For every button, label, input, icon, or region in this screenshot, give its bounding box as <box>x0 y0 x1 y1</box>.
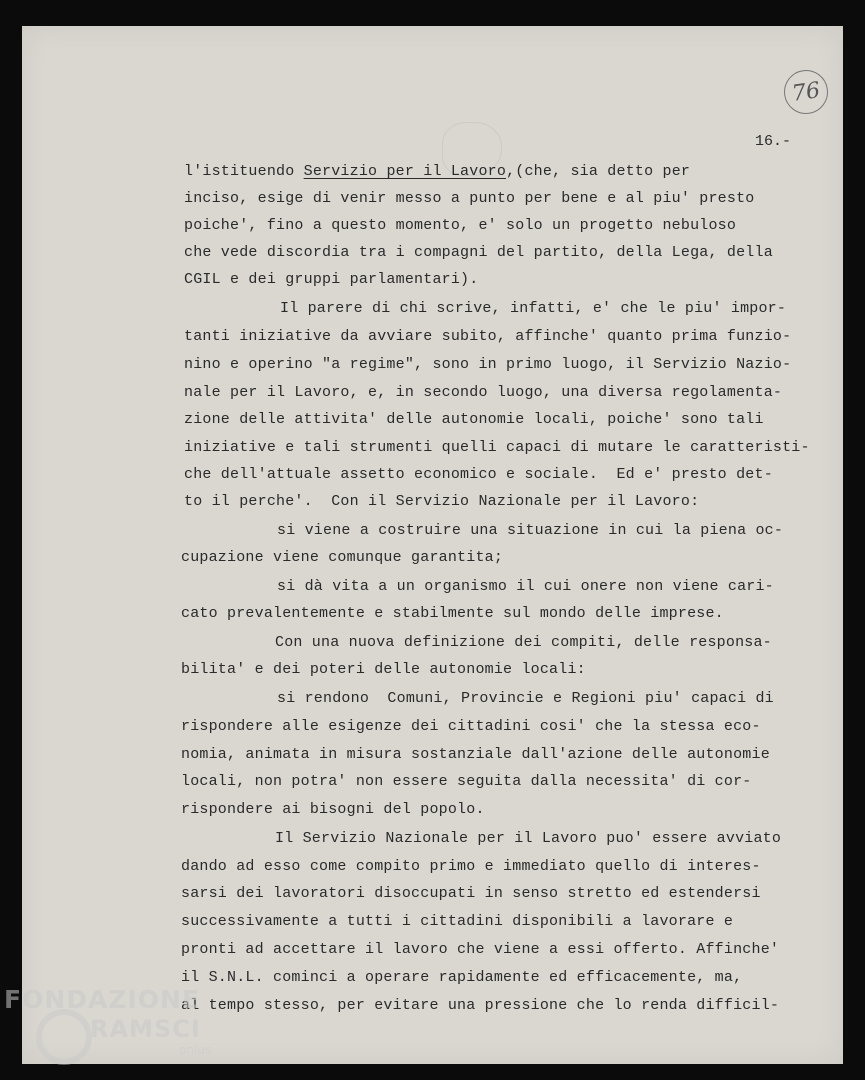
text-line: si dà vita a un organismo il cui onere non viene cari- <box>277 578 774 595</box>
text-line: al tempo stesso, per evitare una pressione che lo renda difficil- <box>181 997 780 1014</box>
text-line: nale per il Lavoro, e, in secondo luogo, una diversa regolamenta- <box>184 384 783 401</box>
text-line: locali, non potra' non essere seguita dalla necessita' di cor- <box>181 773 752 790</box>
text-line: Il parere di chi scrive, infatti, e' che le piu' impor- <box>280 300 787 317</box>
text-line: Con una nuova definizione dei compiti, delle responsa- <box>275 634 772 651</box>
text-line: si viene a costruire una situazione in cui la piena oc- <box>277 522 784 539</box>
page-number: 16.- <box>755 133 792 150</box>
text-line: rispondere ai bisogni del popolo. <box>181 801 485 818</box>
text-line: dando ad esso come compito primo e immediato quello di interes- <box>181 858 761 875</box>
stamp-number: 76 <box>790 77 822 107</box>
text-line: iniziative e tali strumenti quelli capaci di mutare le caratteristi- <box>184 439 810 456</box>
text-line: che dell'attuale assetto economico e sociale. Ed e' presto det- <box>184 466 773 483</box>
text-line: rispondere alle esigenze dei cittadini cosi' che la stessa eco- <box>181 718 761 735</box>
watermark-g-icon <box>36 1009 92 1065</box>
text-line: cupazione viene comunque garantita; <box>181 549 504 566</box>
text-line: sarsi dei lavoratori disoccupati in senso stretto ed estendersi <box>181 885 761 902</box>
text-line: tanti iniziative da avviare subito, affinche' quanto prima funzio- <box>184 328 792 345</box>
text-line: Il Servizio Nazionale per il Lavoro puo' essere avviato <box>275 830 782 847</box>
text-line: nino e operino "a regime", sono in primo luogo, il Servizio Nazio- <box>184 356 792 373</box>
text-line: bilita' e dei poteri delle autonomie locali: <box>181 661 586 678</box>
text-line: nomia, animata in misura sostanziale dall'azione delle autonomie <box>181 746 770 763</box>
underlined-title: Servizio per il Lavoro <box>303 163 507 180</box>
text-line: successivamente a tutti i cittadini disponibili a lavorare e <box>181 913 734 930</box>
text-line: il S.N.L. cominci a operare rapidamente ed efficacemente, ma, <box>181 969 743 986</box>
text-line: inciso, esige di venir messo a punto per bene e al piu' presto <box>184 190 755 207</box>
archive-stamp <box>781 67 831 117</box>
text-line: zione delle attivita' delle autonomie locali, poiche' sono tali <box>184 411 764 428</box>
watermark-onlus: onlus <box>179 1043 212 1057</box>
line1-suffix: ,(che, sia detto per <box>506 163 691 180</box>
document-page <box>22 26 843 1064</box>
text-line: poiche', fino a questo momento, e' solo un progetto nebuloso <box>184 217 737 234</box>
text-line: pronti ad accettare il lavoro che viene a essi offerto. Affinche' <box>181 941 780 958</box>
watermark-logo <box>4 985 214 1075</box>
text-line: to il perche'. Con il Servizio Nazionale per il Lavoro: <box>184 493 700 510</box>
text-line: si rendono Comuni, Provincie e Regioni piu' capaci di <box>277 690 774 707</box>
text-line <box>184 163 690 180</box>
watermark-gramsci: RAMSCI <box>90 1015 201 1043</box>
watermark-fondazione: FONDAZIONE <box>4 985 201 1014</box>
text-line: che vede discordia tra i compagni del partito, della Lega, della <box>184 244 773 261</box>
text-line: cato prevalentemente e stabilmente sul mondo delle imprese. <box>181 605 724 622</box>
text-line: CGIL e dei gruppi parlamentari). <box>184 271 479 288</box>
line1-prefix: l'istituendo <box>184 163 304 180</box>
